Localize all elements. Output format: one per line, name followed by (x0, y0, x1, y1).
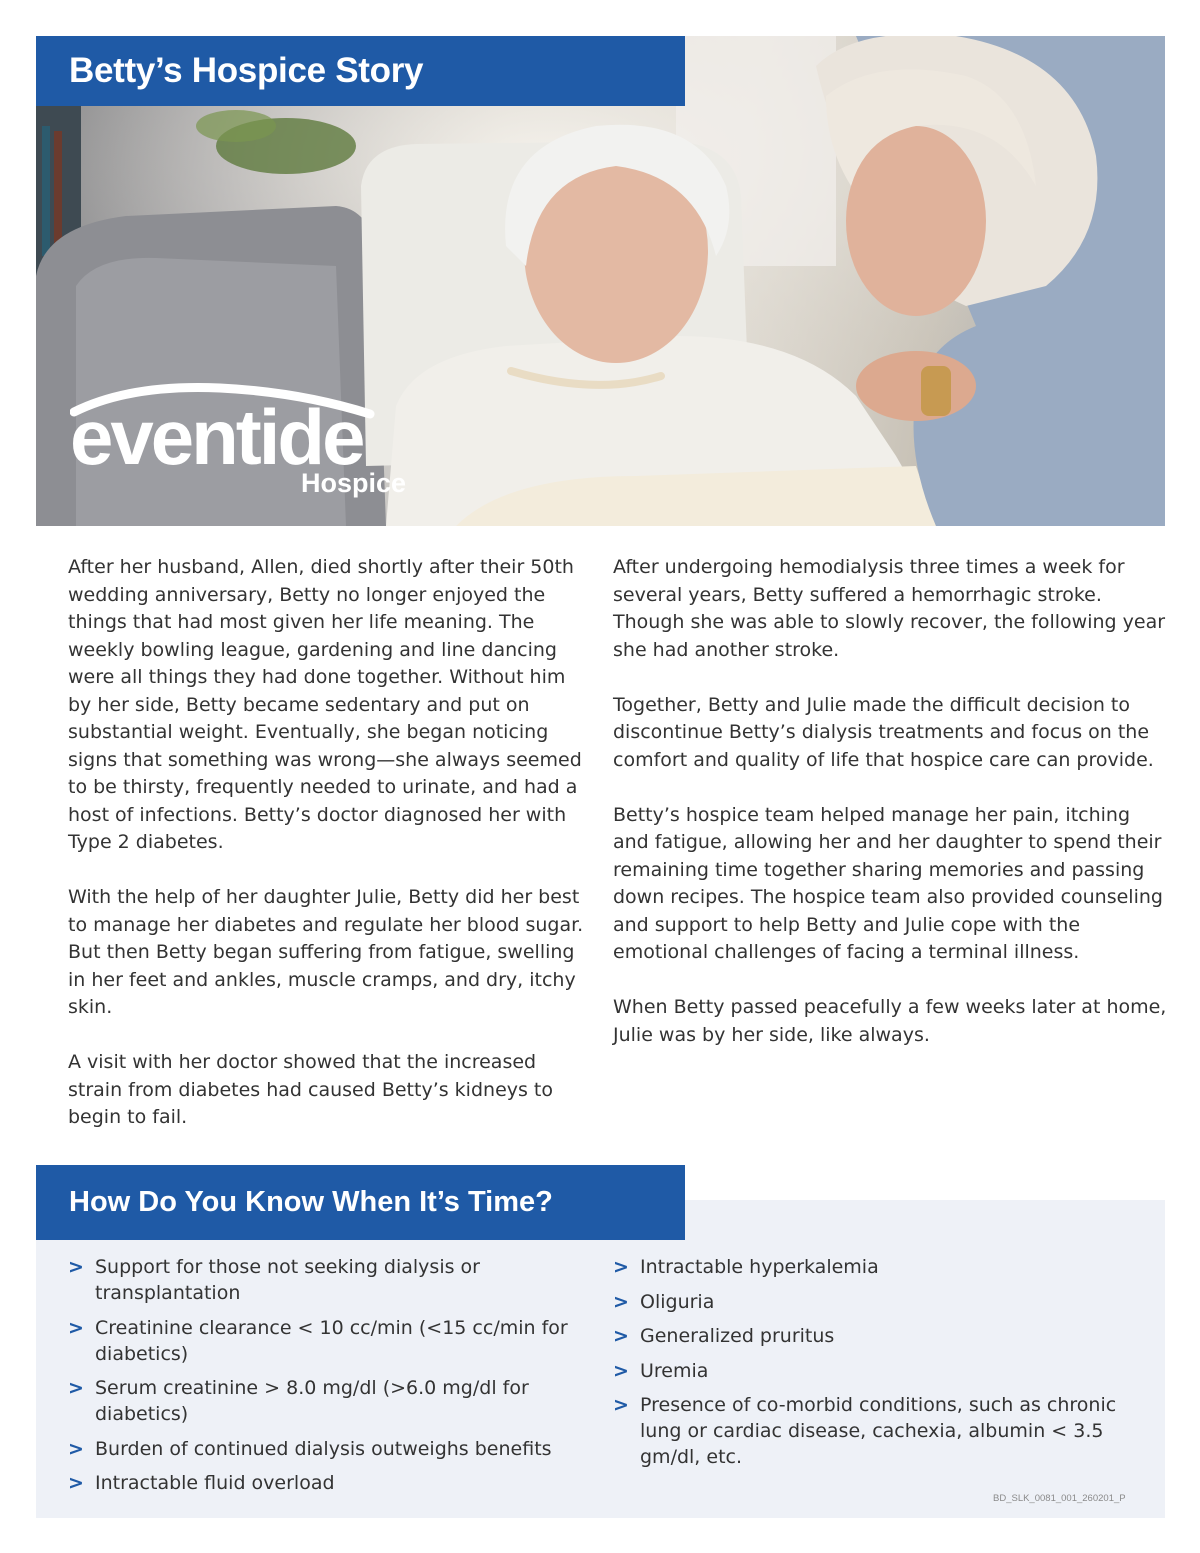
list-item: > Burden of continued dialysis outweighs benefits (68, 1437, 552, 1460)
chevron-right-icon: > (68, 1256, 84, 1278)
page-title: Betty’s Hospice Story (69, 51, 424, 90)
chevron-right-icon: > (613, 1290, 629, 1313)
list-item: > Serum creatinine > 8.0 mg/dl (>6.0 mg/dl for diabetics) (68, 1377, 529, 1425)
story-paragraph: After undergoing hemodialysis three times a week for several years, Betty suffered a hemorrhagic stroke. Though she was able to slowly recover, the following year she had another stroke. (613, 556, 1166, 661)
story-paragraph: Betty’s hospice team helped manage her pain, itching and fatigue, allowing her and her daughter to spend their remaining time together sharing memories and passing down recipes. The hospice team also provided counseling and support to help Betty and Julie cope with the emotional challenges of facing a terminal illness. (613, 803, 1163, 963)
chevron-right-icon: > (613, 1359, 629, 1382)
chevron-right-icon: > (68, 1316, 84, 1339)
list-item: > Intractable hyperkalemia (613, 1256, 879, 1278)
eventide-logo (70, 380, 410, 505)
criteria-banner (36, 1165, 685, 1240)
story-paragraph: A visit with her doctor showed that the increased strain from diabetes had caused Betty’s kidneys to begin to fail. (68, 1051, 554, 1128)
story-paragraph: With the help of her daughter Julie, Betty did her best to manage her diabetes and regulate her blood sugar. But then Betty began suffering from fatigue, swelling in her feet and ankles, muscle cramps, and dry, itchy skin. (68, 886, 584, 1018)
story-column-left (68, 554, 588, 1159)
list-item: > Creatinine clearance < 10 cc/min (<15 cc/min for diabetics) (68, 1316, 568, 1365)
list-item: > Intractable fluid overload (68, 1472, 335, 1494)
story-paragraph: Together, Betty and Julie made the difficult decision to discontinue Betty’s dialysis treatments and focus on the comfort and quality of life that hospice care can provide. (613, 693, 1154, 771)
story-paragraph: After her husband, Allen, died shortly after their 50th wedding anniversary, Betty no longer enjoyed the things that had most given her life meaning. The weekly bowling league, gardening and line dancing were all things they had done together. Without him by her side, Betty became sedentary and put on substantial weight. Eventually, she began noticing signs that something was wrong—she always seemed to be thirsty, frequently needed to urinate, and had a host of infections. Betty’s doctor diagnosed her with Type 2 diabetes. (68, 556, 582, 853)
criteria-list-left (68, 1254, 588, 1505)
chevron-right-icon: > (613, 1325, 629, 1347)
title-banner (36, 36, 685, 106)
chevron-right-icon: > (68, 1472, 84, 1494)
document-code: BD_SLK_0081_001_260201_P (993, 1493, 1126, 1504)
list-item: > Generalized pruritus (613, 1325, 835, 1347)
chevron-right-icon: > (68, 1377, 84, 1399)
criteria-title: How Do You Know When It’s Time? (69, 1186, 553, 1218)
chevron-right-icon: > (613, 1256, 629, 1278)
story-column-right (613, 554, 1168, 1077)
list-item: > Uremia (613, 1359, 709, 1382)
chevron-right-icon: > (68, 1437, 84, 1460)
chevron-right-icon: > (613, 1394, 629, 1416)
list-item: > Support for those not seeking dialysis or transplantation (68, 1256, 480, 1304)
list-item: > Presence of co-morbid conditions, such as chronic lung or cardiac disease, cachexia, albumin < 3.5 gm/dl, etc. (613, 1394, 1117, 1468)
logo-wordmark: eventide (70, 393, 363, 481)
criteria-list-right (613, 1254, 1153, 1479)
story-paragraph: When Betty passed peacefully a few weeks later at home, Julie was by her side, like always. (613, 996, 1167, 1046)
logo-subtitle: Hospice (300, 468, 406, 498)
list-item: > Oliguria (613, 1290, 715, 1313)
